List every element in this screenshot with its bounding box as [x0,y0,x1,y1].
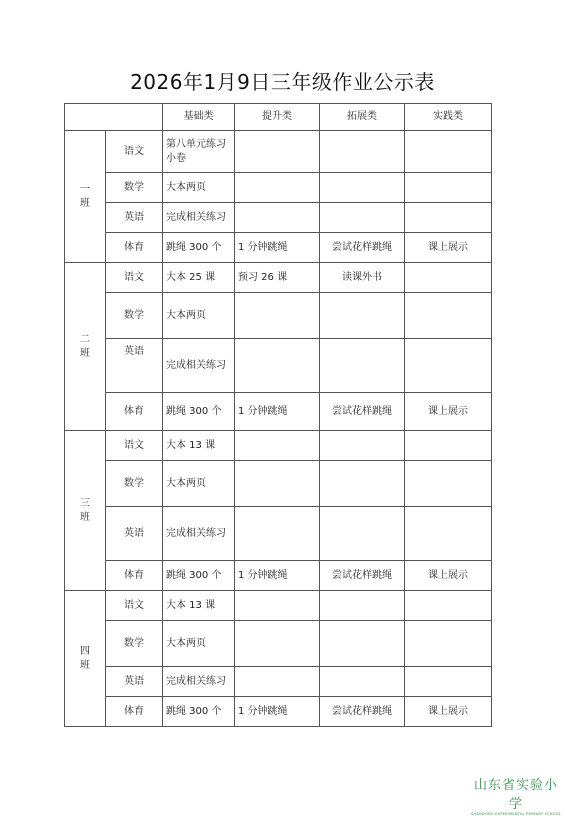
subject-cell: 数学 [106,173,163,203]
basic-cell: 跳绳 300 个 [163,393,235,431]
table-row [65,233,492,263]
extend-cell [320,339,405,393]
improve-cell [235,431,320,461]
subject-cell: 数学 [106,621,163,667]
header-basic: 基础类 [163,104,235,131]
extend-cell: 尝试花样跳绳 [320,233,405,263]
improve-cell: 1 分钟跳绳 [235,697,320,727]
header-corner [65,104,163,131]
subject-cell: 体育 [106,233,163,263]
extend-cell [320,203,405,233]
basic-cell: 大本两页 [163,173,235,203]
table-row [65,131,492,173]
table-row [65,293,492,339]
basic-cell: 完成相关练习 [163,507,235,561]
basic-cell: 大本 13 课 [163,591,235,621]
table-row [65,203,492,233]
class-label: 一 班 [65,131,106,263]
improve-cell [235,621,320,667]
table-row [65,431,492,461]
basic-cell: 跳绳 300 个 [163,697,235,727]
basic-cell: 完成相关练习 [163,203,235,233]
subject-cell: 英语 [106,339,163,393]
practice-cell [405,431,492,461]
table-row [65,507,492,561]
basic-cell: 大本两页 [163,293,235,339]
improve-cell [235,339,320,393]
practice-cell [405,131,492,173]
subject-cell: 语文 [106,131,163,173]
extend-cell [320,667,405,697]
improve-cell: 1 分钟跳绳 [235,233,320,263]
improve-cell [235,293,320,339]
improve-cell [235,507,320,561]
basic-cell: 大本两页 [163,621,235,667]
subject-cell: 体育 [106,561,163,591]
subject-cell: 体育 [106,697,163,727]
subject-cell: 英语 [106,203,163,233]
table-row [65,697,492,727]
practice-cell [405,591,492,621]
table-row [65,393,492,431]
table-row [65,591,492,621]
extend-cell [320,507,405,561]
subject-cell: 语文 [106,263,163,293]
improve-cell [235,667,320,697]
extend-cell [320,293,405,339]
header-improve: 提升类 [235,104,320,131]
extend-cell [320,621,405,667]
improve-cell [235,461,320,507]
subject-cell: 语文 [106,591,163,621]
practice-cell: 课上展示 [405,233,492,263]
improve-cell: 1 分钟跳绳 [235,393,320,431]
basic-cell: 完成相关练习 [163,339,235,393]
extend-cell [320,591,405,621]
practice-cell [405,173,492,203]
table-row [65,339,492,393]
extend-cell: 尝试花样跳绳 [320,561,405,591]
header-row [65,104,492,131]
class-label: 三 班 [65,431,106,591]
improve-cell [235,203,320,233]
basic-cell: 跳绳 300 个 [163,561,235,591]
practice-cell [405,263,492,293]
page-title: 2026年1月9日三年级作业公示表 [130,70,435,94]
practice-cell: 课上展示 [405,561,492,591]
basic-cell: 跳绳 300 个 [163,233,235,263]
header-extend: 拓展类 [320,104,405,131]
practice-cell [405,203,492,233]
improve-cell [235,591,320,621]
subject-cell: 英语 [106,667,163,697]
subject-cell: 语文 [106,431,163,461]
practice-cell [405,293,492,339]
table-row [65,263,492,293]
practice-cell [405,339,492,393]
school-logo-name: 山东省实验小学 [473,778,558,812]
school-logo [470,774,562,816]
practice-cell [405,621,492,667]
class-label: 二 班 [65,263,106,431]
school-logo-english: SHANDONG EXPERIMENTAL PRIMARY SCHOOL [471,812,561,816]
practice-cell [405,667,492,697]
practice-cell: 课上展示 [405,393,492,431]
improve-cell: 1 分钟跳绳 [235,561,320,591]
improve-cell [235,173,320,203]
basic-cell: 完成相关练习 [163,667,235,697]
extend-cell [320,173,405,203]
basic-cell: 大本 13 课 [163,431,235,461]
class-label: 四 班 [65,591,106,727]
basic-cell: 第八单元练习小卷 [163,131,235,173]
improve-cell: 预习 26 课 [235,263,320,293]
table-row [65,621,492,667]
extend-cell: 尝试花样跳绳 [320,697,405,727]
improve-cell [235,131,320,173]
extend-cell: 读课外书 [320,263,405,293]
extend-cell: 尝试花样跳绳 [320,393,405,431]
practice-cell [405,461,492,507]
homework-table [64,103,492,727]
table-row [65,461,492,507]
subject-cell: 体育 [106,393,163,431]
extend-cell [320,461,405,507]
basic-cell: 大本两页 [163,461,235,507]
extend-cell [320,431,405,461]
table-row [65,173,492,203]
table-row [65,667,492,697]
subject-cell: 数学 [106,461,163,507]
practice-cell [405,507,492,561]
table-row [65,561,492,591]
subject-cell: 数学 [106,293,163,339]
basic-cell: 大本 25 课 [163,263,235,293]
header-practice: 实践类 [405,104,492,131]
practice-cell: 课上展示 [405,697,492,727]
extend-cell [320,131,405,173]
subject-cell: 英语 [106,507,163,561]
